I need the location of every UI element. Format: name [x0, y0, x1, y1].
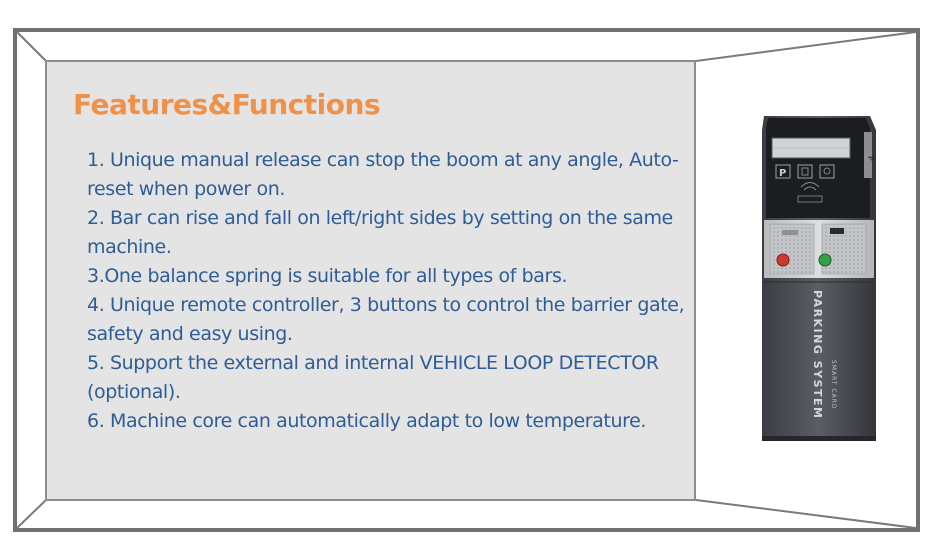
green-button: [819, 254, 831, 266]
machine-logo-letter: P: [866, 156, 875, 161]
feature-item: 1. Unique manual release can stop the boom at any angle, Auto-reset when power on.: [87, 149, 679, 200]
red-button: [777, 254, 789, 266]
features-title: Features&Functions: [73, 88, 381, 121]
svg-text:P: P: [779, 168, 787, 179]
machine-label-small: SMART CARD: [830, 360, 837, 410]
card-slot-icon: [830, 228, 844, 234]
feature-item: 3.One balance spring is suitable for all types of bars.: [87, 265, 568, 287]
features-panel: [45, 60, 696, 501]
feature-item: 2. Bar can rise and fall on left/right sides by setting on the same machine.: [87, 207, 673, 258]
machine-side-strip: [864, 132, 872, 178]
machine-label-main: PARKING SYSTEM: [811, 290, 824, 420]
feature-item: 5. Support the external and internal VEHICLE LOOP DETECTOR (optional).: [87, 352, 659, 403]
features-list: [87, 146, 687, 436]
feature-item: 4. Unique remote controller, 3 buttons to control the barrier gate, safety and easy using.: [87, 294, 685, 345]
parking-machine-illustration: [752, 110, 882, 445]
feature-item: 6. Machine core can automatically adapt to low temperature.: [87, 410, 647, 432]
